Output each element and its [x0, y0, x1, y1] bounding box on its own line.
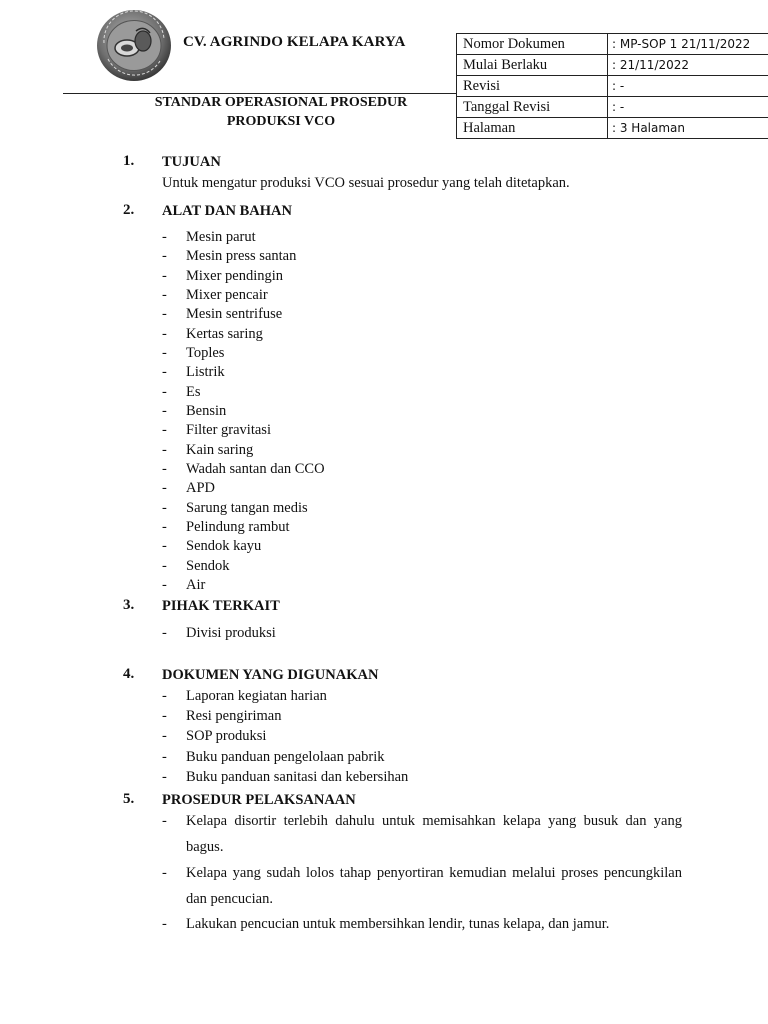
list-item-text: Sendok kayu	[186, 538, 262, 555]
list-dash: -	[162, 306, 167, 323]
list-item-text: Buku panduan sanitasi dan kebersihan	[186, 768, 409, 785]
meta-value: : -	[608, 76, 768, 97]
list-item-text: Mesin press santan	[186, 248, 297, 265]
procedure-step-text: Lakukan pencucian untuk membersihkan lendir, tunas kelapa, dan jamur.	[186, 916, 610, 932]
list-item-text: Sendok	[186, 557, 230, 574]
meta-row	[457, 97, 768, 118]
procedure-step	[162, 860, 682, 912]
list-dash: -	[162, 748, 167, 765]
list-item-text: Kain saring	[186, 441, 254, 458]
list-dash: -	[162, 625, 167, 641]
list-dash: -	[162, 344, 167, 361]
list-item-text: Sarung tangan medis	[186, 499, 308, 516]
list-item-text: Bensin	[186, 402, 227, 419]
meta-key: Mulai Berlaku	[457, 55, 608, 76]
section-number: 3.	[123, 597, 135, 613]
list-item-text: Laporan kegiatan harian	[186, 688, 327, 704]
meta-key: Revisi	[457, 76, 608, 97]
document-title-line-2: PRODUKSI VCO	[226, 114, 336, 129]
list-item-text: Filter gravitasi	[186, 422, 271, 439]
list-dash: -	[162, 576, 167, 593]
list-item-text: Toples	[186, 344, 225, 361]
section-number: 2.	[123, 202, 135, 218]
list-dash: -	[162, 768, 167, 785]
section-number: 5.	[123, 791, 135, 807]
section-heading-prosedur: PROSEDUR PELAKSANAAN	[162, 792, 356, 808]
list-dash: -	[162, 248, 167, 265]
meta-row	[457, 55, 768, 76]
meta-value: : MP-SOP 1 21/11/2022	[608, 34, 768, 55]
company-name: CV. AGRINDO KELAPA KARYA	[183, 34, 406, 50]
list-dash: -	[162, 865, 167, 881]
list-item-text: Es	[186, 383, 201, 400]
list-dash: -	[162, 499, 167, 516]
meta-key: Halaman	[457, 118, 608, 139]
list-item-text: Pelindung rambut	[186, 518, 290, 535]
list-item-text: Kertas saring	[186, 325, 263, 342]
list-dash: -	[162, 460, 167, 477]
list-item-text: Mesin sentrifuse	[186, 306, 283, 323]
document-meta-table	[456, 33, 768, 139]
procedure-step	[162, 911, 682, 937]
meta-key: Tanggal Revisi	[457, 97, 608, 118]
meta-value: : 3 Halaman	[608, 118, 768, 139]
list-dash: -	[162, 441, 167, 458]
section-number: 1.	[123, 153, 135, 169]
list-item-text: Mixer pendingin	[186, 267, 284, 284]
list-item-text: Mixer pencair	[186, 286, 268, 303]
list-item-text: Mesin parut	[186, 229, 256, 245]
list-dash: -	[162, 229, 167, 245]
list-item-text: SOP produksi	[186, 728, 267, 745]
list-dash: -	[162, 267, 167, 284]
meta-row	[457, 34, 768, 55]
procedure-step-text: Kelapa yang sudah lolos tahap penyortiran kemudian melalui proses pencungkilan dan pencucian.	[186, 865, 682, 907]
list-dash: -	[162, 728, 167, 745]
list-item-text: APD	[186, 480, 216, 497]
meta-value: : 21/11/2022	[608, 55, 768, 76]
list-item-text: Resi pengiriman	[186, 708, 282, 725]
procedure-step	[162, 808, 682, 860]
list-dash: -	[162, 518, 167, 535]
list-dash: -	[162, 286, 167, 303]
section-heading-pihak-terkait: PIHAK TERKAIT	[162, 598, 280, 614]
section-heading-dokumen: DOKUMEN YANG DIGUNAKAN	[162, 667, 379, 683]
list-item-text: Buku panduan pengelolaan pabrik	[186, 748, 385, 765]
section-text-tujuan: Untuk mengatur produksi VCO sesuai prosedur yang telah ditetapkan.	[162, 175, 570, 191]
section-number: 4.	[123, 666, 135, 682]
procedure-step-text: Kelapa disortir terlebih dahulu untuk memisahkan kelapa yang busuk dan yang bagus.	[186, 813, 682, 855]
list-item-text: Wadah santan dan CCO	[186, 460, 325, 477]
list-dash: -	[162, 325, 167, 342]
list-dash: -	[162, 557, 167, 574]
company-logo-icon	[96, 9, 172, 82]
list-item-text: Listrik	[186, 364, 225, 381]
list-dash: -	[162, 480, 167, 497]
list-dash: -	[162, 422, 167, 439]
meta-value: : -	[608, 97, 768, 118]
list-dash: -	[162, 364, 167, 381]
list-dash: -	[162, 383, 167, 400]
document-title-line-1: STANDAR OPERASIONAL PROSEDUR	[154, 95, 408, 110]
section-heading-tujuan: TUJUAN	[162, 154, 221, 170]
meta-key: Nomor Dokumen	[457, 34, 608, 55]
meta-row	[457, 118, 768, 139]
list-dash: -	[162, 813, 167, 829]
list-dash: -	[162, 916, 167, 932]
list-dash: -	[162, 402, 167, 419]
header-divider	[63, 93, 456, 94]
list-item-text: Air	[186, 576, 206, 593]
list-item-text: Divisi produksi	[186, 625, 276, 641]
list-dash: -	[162, 538, 167, 555]
list-dash: -	[162, 708, 167, 725]
section-heading-alat-bahan: ALAT DAN BAHAN	[162, 203, 292, 219]
list-dash: -	[162, 688, 167, 704]
meta-row	[457, 76, 768, 97]
